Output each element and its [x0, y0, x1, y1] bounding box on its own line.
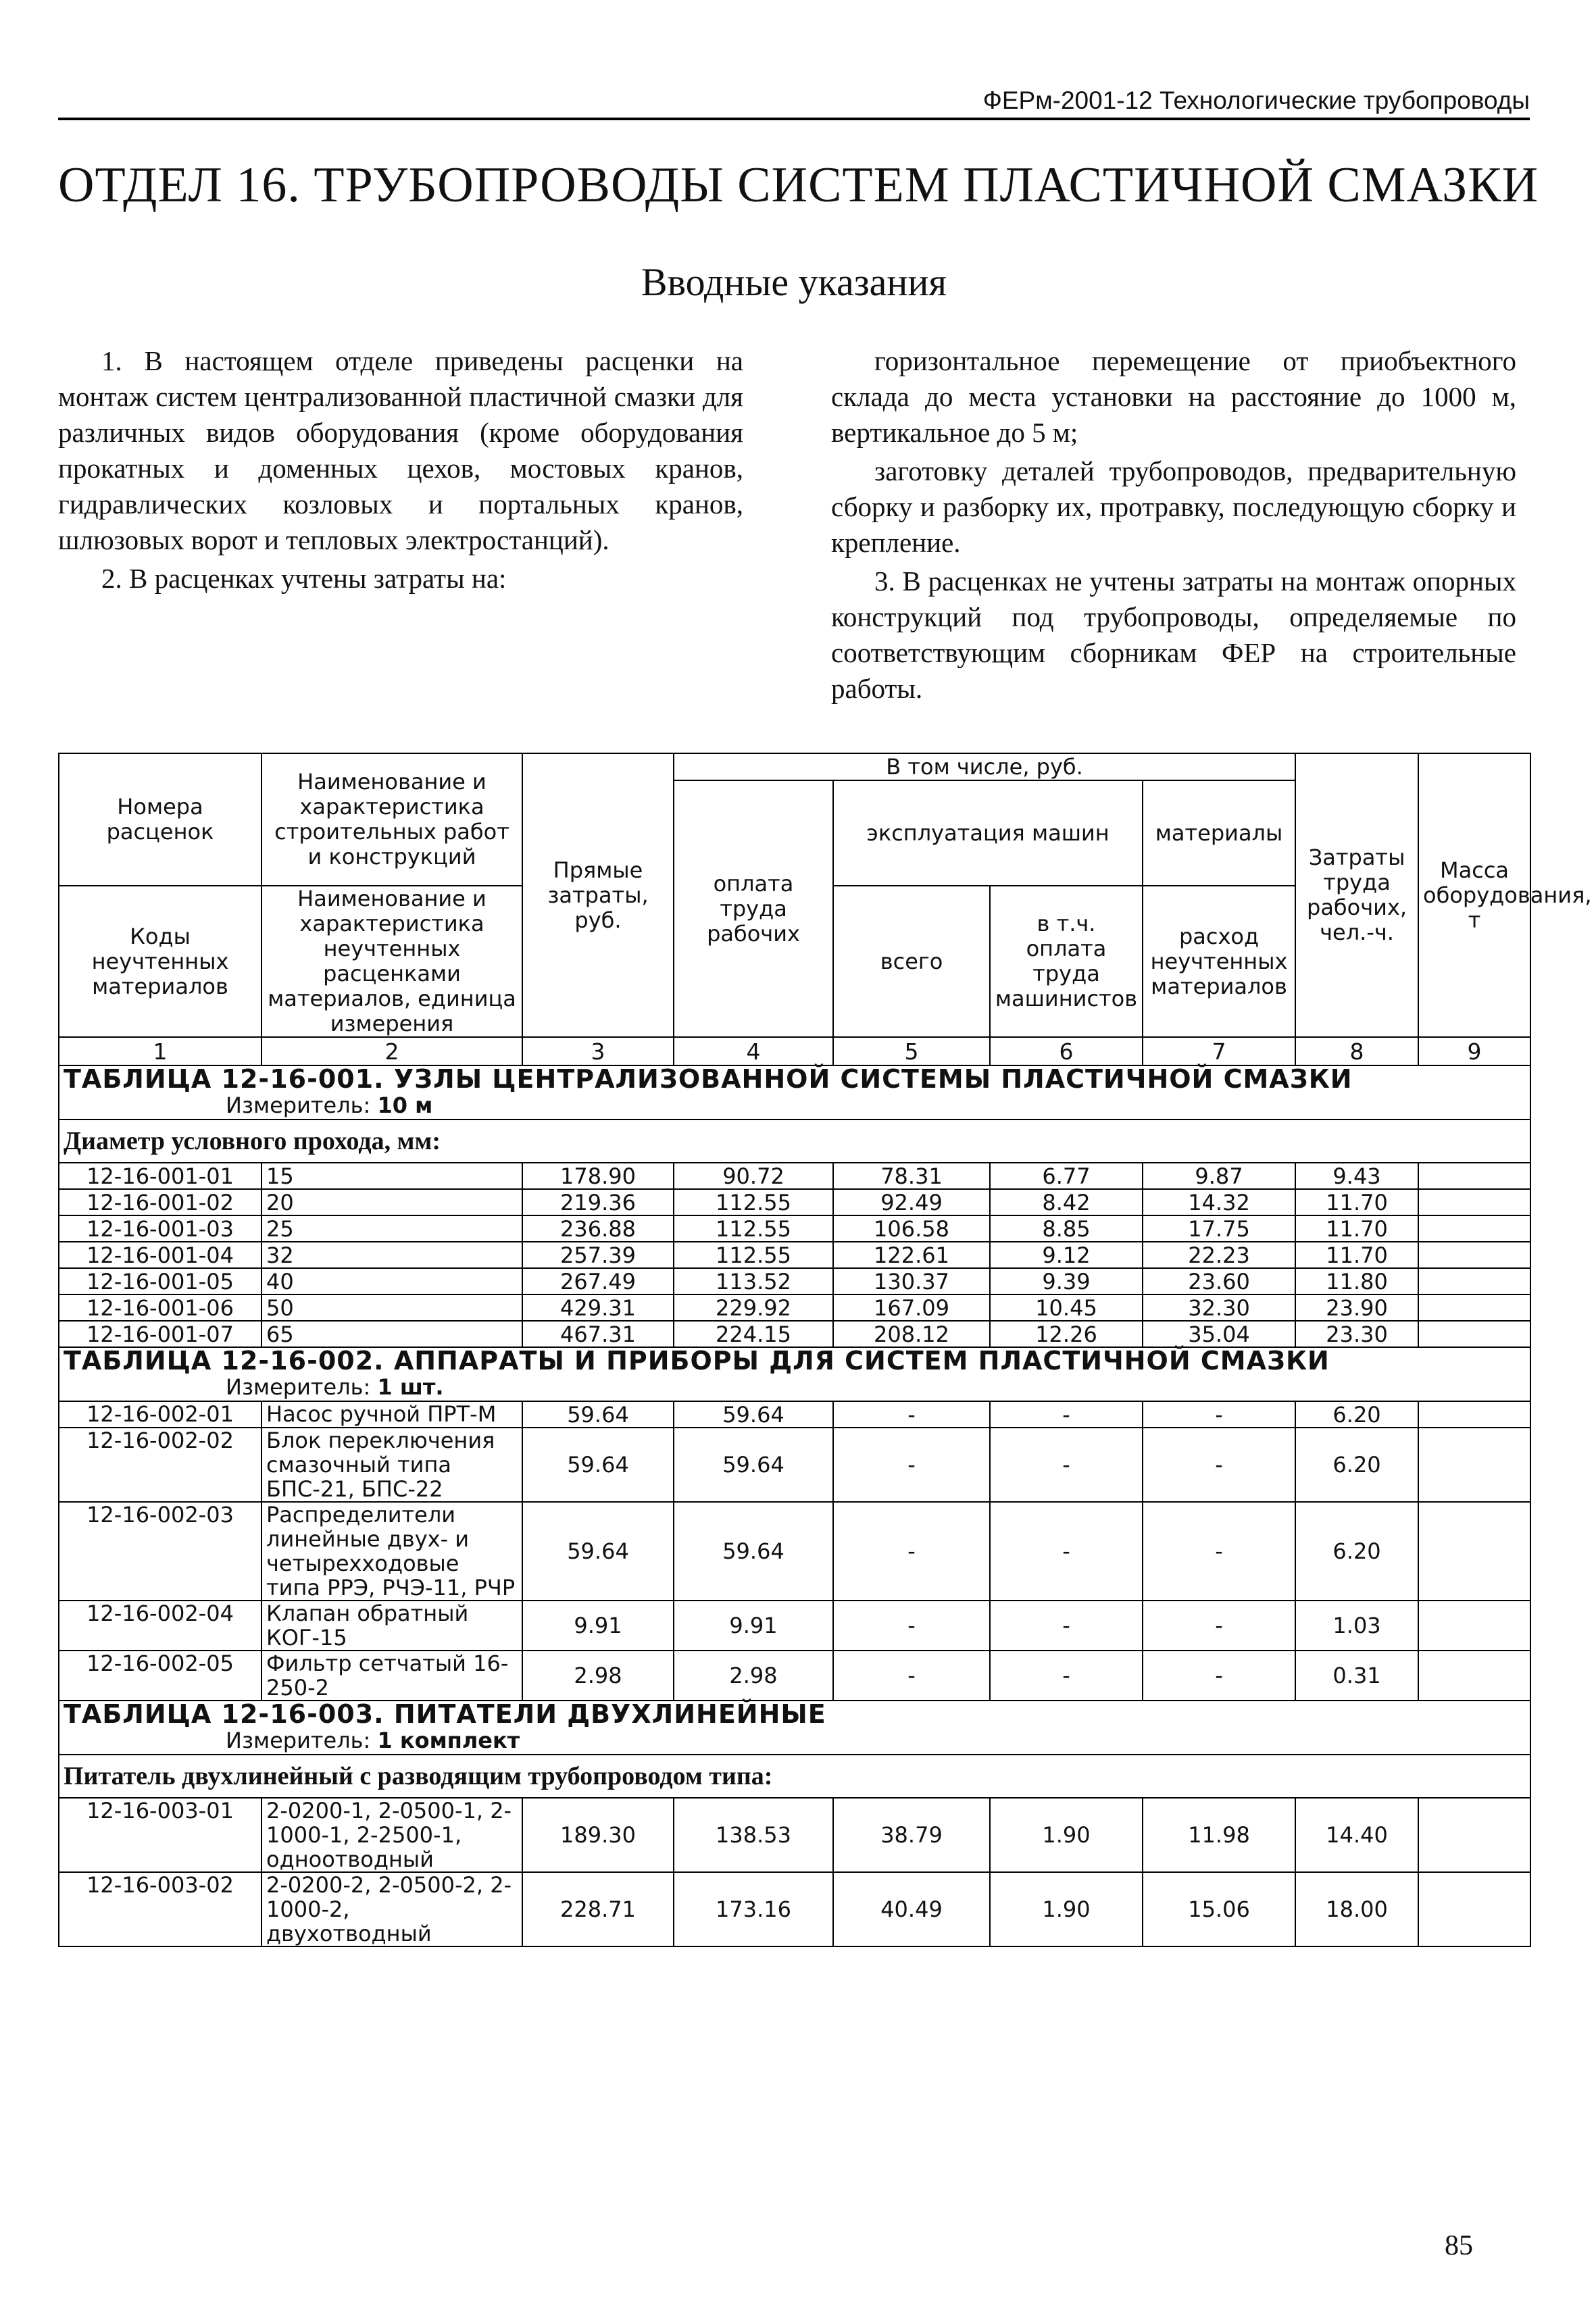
table-row [59, 1189, 1530, 1215]
cell-mach-labor: 6.77 [990, 1163, 1143, 1189]
cell-mach-labor: - [990, 1428, 1143, 1502]
intro-right-column [831, 343, 1516, 709]
cell-mach: - [833, 1601, 990, 1651]
table-unit [64, 1374, 1526, 1401]
cell-mass [1418, 1163, 1530, 1189]
intro-paragraph: горизонтальное перемещение от приобъектного склада до места установки на расстояние до 1000 м, вертикальное до 5 м; [831, 345, 1516, 448]
unit-value: 1 шт. [377, 1374, 444, 1400]
column-number: 5 [833, 1037, 990, 1065]
cell-mat: 11.98 [1143, 1798, 1295, 1872]
cell-mach: - [833, 1401, 990, 1428]
table-row [59, 1428, 1530, 1502]
cell-code: 12-16-002-04 [59, 1601, 261, 1651]
table-row [59, 1321, 1530, 1347]
cell-hours: 6.20 [1295, 1502, 1418, 1601]
cell-labor: 59.64 [674, 1401, 833, 1428]
cell-direct: 267.49 [522, 1268, 674, 1294]
table-row [59, 1294, 1530, 1321]
header-material-codes: Коды неучтенных материалов [59, 886, 261, 1037]
cell-labor: 90.72 [674, 1163, 833, 1189]
table-unit [64, 1092, 1526, 1119]
cell-labor: 112.55 [674, 1242, 833, 1268]
cell-labor: 112.55 [674, 1215, 833, 1242]
table-title [59, 1701, 1530, 1755]
introduction-subtitle: Вводные указания [641, 260, 947, 304]
cell-code: 12-16-002-02 [59, 1428, 261, 1502]
cell-hours: 1.03 [1295, 1601, 1418, 1651]
cell-direct: 189.30 [522, 1798, 674, 1872]
cell-name: 15 [261, 1163, 522, 1189]
cell-direct: 9.91 [522, 1601, 674, 1651]
cell-mat: 32.30 [1143, 1294, 1295, 1321]
cell-name: 32 [261, 1242, 522, 1268]
header-machines-total: всего [833, 886, 990, 1037]
table-subheading: Питатель двухлинейный с разводящим трубопроводом типа: [59, 1755, 1530, 1798]
header-labor-hours: Затраты труда рабочих, чел.-ч. [1295, 753, 1418, 1037]
header-material-consumption: расход неучтенных материалов [1143, 886, 1295, 1037]
cell-mach: 122.61 [833, 1242, 990, 1268]
header-materials: материалы [1143, 780, 1295, 886]
cell-code: 12-16-001-07 [59, 1321, 261, 1347]
intro-paragraph: заготовку деталей трубопроводов, предварительную сборку и разборку их, протравку, последующую сборку и крепление. [831, 455, 1516, 558]
cell-code: 12-16-002-03 [59, 1502, 261, 1601]
cell-labor: 113.52 [674, 1268, 833, 1294]
intro-paragraph: 3. В расценках не учтены затраты на монтаж опорных конструкций под трубопроводы, определяемые по соответствующим сборникам ФЕР на строительные работы. [831, 565, 1516, 704]
header-rate-numbers: Номера расценок [59, 753, 261, 886]
cell-name: 2-0200-1, 2-0500-1, 2-1000-1, 2-2500-1, одноотводный [261, 1798, 522, 1872]
column-number: 3 [522, 1037, 674, 1065]
cell-mach: 92.49 [833, 1189, 990, 1215]
cell-labor: 224.15 [674, 1321, 833, 1347]
cell-labor: 2.98 [674, 1651, 833, 1701]
unit-label: Измеритель: [226, 1728, 371, 1753]
cell-hours: 9.43 [1295, 1163, 1418, 1189]
cell-hours: 6.20 [1295, 1428, 1418, 1502]
cell-mat: - [1143, 1601, 1295, 1651]
cell-mach: - [833, 1651, 990, 1701]
cell-mach: 208.12 [833, 1321, 990, 1347]
column-number: 1 [59, 1037, 261, 1065]
cell-code: 12-16-001-06 [59, 1294, 261, 1321]
cell-name: Клапан обратный КОГ-15 [261, 1601, 522, 1651]
cell-direct: 2.98 [522, 1651, 674, 1701]
cell-mass [1418, 1872, 1530, 1946]
cell-direct: 228.71 [522, 1872, 674, 1946]
column-number: 6 [990, 1037, 1143, 1065]
cell-hours: 23.90 [1295, 1294, 1418, 1321]
cell-name: Распределители линейные двух- и четырехходовые типа РРЭ, РЧЭ-11, РЧР [261, 1502, 522, 1601]
cell-mat: - [1143, 1401, 1295, 1428]
cell-mach: - [833, 1428, 990, 1502]
cell-mach: 78.31 [833, 1163, 990, 1189]
cell-mat: 15.06 [1143, 1872, 1295, 1946]
cell-name: 2-0200-2, 2-0500-2, 2-1000-2, двухотводный [261, 1872, 522, 1946]
cell-labor: 112.55 [674, 1189, 833, 1215]
cell-name: 25 [261, 1215, 522, 1242]
cell-hours: 14.40 [1295, 1798, 1418, 1872]
header-direct-costs: Прямые затраты, руб. [522, 753, 674, 1037]
cell-name: 65 [261, 1321, 522, 1347]
header-including-group: В том числе, руб. [674, 753, 1295, 780]
cell-labor: 59.64 [674, 1428, 833, 1502]
cell-hours: 11.80 [1295, 1268, 1418, 1294]
table-row [59, 1215, 1530, 1242]
cell-mass [1418, 1601, 1530, 1651]
unit-label: Измеритель: [226, 1374, 371, 1400]
cell-mass [1418, 1294, 1530, 1321]
cell-mat: 9.87 [1143, 1163, 1295, 1189]
cell-mach-labor: 8.85 [990, 1215, 1143, 1242]
cell-mat: 35.04 [1143, 1321, 1295, 1347]
header-material-name: Наименование и характеристика неучтенных расценками материалов, единица измерения [261, 886, 522, 1037]
cell-name: Фильтр сетчатый 16-250-2 [261, 1651, 522, 1701]
cell-direct: 59.64 [522, 1428, 674, 1502]
cell-labor: 9.91 [674, 1601, 833, 1651]
cell-code: 12-16-002-01 [59, 1401, 261, 1428]
cell-code: 12-16-001-02 [59, 1189, 261, 1215]
cell-code: 12-16-003-02 [59, 1872, 261, 1946]
cell-mach-labor: 8.42 [990, 1189, 1143, 1215]
cell-hours: 11.70 [1295, 1242, 1418, 1268]
column-number: 8 [1295, 1037, 1418, 1065]
table-row [59, 1872, 1530, 1946]
cell-direct: 236.88 [522, 1215, 674, 1242]
cell-name: Насос ручной ПРТ-М [261, 1401, 522, 1428]
cell-mach-labor: - [990, 1601, 1143, 1651]
cell-direct: 467.31 [522, 1321, 674, 1347]
cell-mach-labor: 9.12 [990, 1242, 1143, 1268]
column-number: 9 [1418, 1037, 1530, 1065]
cell-direct: 429.31 [522, 1294, 674, 1321]
cell-mach-labor: 10.45 [990, 1294, 1143, 1321]
cell-mass [1418, 1242, 1530, 1268]
cell-mass [1418, 1502, 1530, 1601]
cell-mass [1418, 1651, 1530, 1701]
table-subheading: Диаметр условного прохода, мм: [59, 1120, 1530, 1163]
cell-hours: 6.20 [1295, 1401, 1418, 1428]
cell-mat: 17.75 [1143, 1215, 1295, 1242]
cell-name: 40 [261, 1268, 522, 1294]
cell-hours: 23.30 [1295, 1321, 1418, 1347]
cell-mat: - [1143, 1502, 1295, 1601]
table-row [59, 1502, 1530, 1601]
table-row [59, 1163, 1530, 1189]
column-number: 4 [674, 1037, 833, 1065]
cell-direct: 257.39 [522, 1242, 674, 1268]
table-title [59, 1065, 1530, 1120]
page-number: 85 [1445, 2230, 1473, 2261]
table-row [59, 1651, 1530, 1701]
running-head: ФЕРм-2001-12 Технологические трубопроводы [58, 86, 1530, 120]
cell-mass [1418, 1401, 1530, 1428]
table-title [59, 1347, 1530, 1401]
cell-mat: - [1143, 1651, 1295, 1701]
cell-code: 12-16-002-05 [59, 1651, 261, 1701]
cell-code: 12-16-001-01 [59, 1163, 261, 1189]
intro-left-column [58, 343, 743, 599]
cell-mass [1418, 1428, 1530, 1502]
table-title-text: ТАБЛИЦА 12-16-001. УЗЛЫ ЦЕНТРАЛИЗОВАННОЙ СИСТЕМЫ ПЛАСТИЧНОЙ СМАЗКИ [64, 1064, 1353, 1094]
column-number: 2 [261, 1037, 522, 1065]
cell-mach-labor: - [990, 1651, 1143, 1701]
intro-paragraph: 1. В настоящем отделе приведены расценки на монтаж систем централизованной пластичной смазки для различных видов оборудования (кроме оборудования прокатных и доменных цехов, мостовых кранов, гидравлических козловых и портальных кранов, шлюзовых ворот и тепловых электростанций). [58, 345, 743, 555]
unit-value: 10 м [377, 1092, 433, 1118]
cell-mat: 22.23 [1143, 1242, 1295, 1268]
cell-mach-labor: 1.90 [990, 1872, 1143, 1946]
cell-direct: 59.64 [522, 1401, 674, 1428]
header-machine-operation: эксплуатация машин [833, 780, 1143, 886]
cell-mat: 14.32 [1143, 1189, 1295, 1215]
cell-mass [1418, 1798, 1530, 1872]
column-number: 7 [1143, 1037, 1295, 1065]
cell-name: Блок переключения смазочный типа БПС-21, БПС-22 [261, 1428, 522, 1502]
cell-direct: 178.90 [522, 1163, 674, 1189]
cell-mach: 167.09 [833, 1294, 990, 1321]
cell-mach-labor: 9.39 [990, 1268, 1143, 1294]
cell-name: 20 [261, 1189, 522, 1215]
cell-mass [1418, 1268, 1530, 1294]
cell-mat: - [1143, 1428, 1295, 1502]
cell-mach-labor: 1.90 [990, 1798, 1143, 1872]
cell-hours: 11.70 [1295, 1189, 1418, 1215]
cell-labor: 173.16 [674, 1872, 833, 1946]
header-worker-pay: оплата труда рабочих [674, 780, 833, 1037]
cell-name: 50 [261, 1294, 522, 1321]
cell-mach-labor: - [990, 1502, 1143, 1601]
cell-labor: 59.64 [674, 1502, 833, 1601]
cell-code: 12-16-001-04 [59, 1242, 261, 1268]
intro-paragraph: 2. В расценках учтены затраты на: [101, 563, 507, 594]
cell-direct: 59.64 [522, 1502, 674, 1601]
table-row [59, 1242, 1530, 1268]
cell-mach-labor: 12.26 [990, 1321, 1143, 1347]
cell-hours: 18.00 [1295, 1872, 1418, 1946]
table-row [59, 1401, 1530, 1428]
table-title-text: ТАБЛИЦА 12-16-002. АППАРАТЫ И ПРИБОРЫ ДЛЯ СИСТЕМ ПЛАСТИЧНОЙ СМАЗКИ [64, 1346, 1330, 1376]
cell-code: 12-16-003-01 [59, 1798, 261, 1872]
cell-mach: - [833, 1502, 990, 1601]
table-row [59, 1798, 1530, 1872]
cell-mass [1418, 1215, 1530, 1242]
table-unit [64, 1728, 1526, 1754]
rates-table [58, 753, 1592, 1947]
cell-hours: 0.31 [1295, 1651, 1418, 1701]
cell-mach: 106.58 [833, 1215, 990, 1242]
cell-direct: 219.36 [522, 1189, 674, 1215]
cell-mach: 38.79 [833, 1798, 990, 1872]
header-equipment-mass: Масса оборудования, т [1418, 753, 1530, 1037]
cell-mach: 40.49 [833, 1872, 990, 1946]
header-machinist-pay: в т.ч. оплата труда машинистов [990, 886, 1143, 1037]
cell-hours: 11.70 [1295, 1215, 1418, 1242]
cell-mass [1418, 1321, 1530, 1347]
header-work-name: Наименование и характеристика строительных работ и конструкций [261, 753, 522, 886]
cell-code: 12-16-001-03 [59, 1215, 261, 1242]
cell-labor: 138.53 [674, 1798, 833, 1872]
cell-labor: 229.92 [674, 1294, 833, 1321]
table-title-text: ТАБЛИЦА 12-16-003. ПИТАТЕЛИ ДВУХЛИНЕЙНЫЕ [64, 1699, 826, 1729]
cell-mass [1418, 1189, 1530, 1215]
table-row [59, 1268, 1530, 1294]
table-row [59, 1601, 1530, 1651]
cell-mat: 23.60 [1143, 1268, 1295, 1294]
cell-mach-labor: - [990, 1401, 1143, 1428]
cell-code: 12-16-001-05 [59, 1268, 261, 1294]
section-title: ОТДЕЛ 16. ТРУБОПРОВОДЫ СИСТЕМ ПЛАСТИЧНОЙ СМАЗКИ [58, 157, 1539, 213]
unit-label: Измеритель: [226, 1092, 371, 1118]
cell-mach: 130.37 [833, 1268, 990, 1294]
unit-value: 1 комплект [377, 1728, 520, 1753]
